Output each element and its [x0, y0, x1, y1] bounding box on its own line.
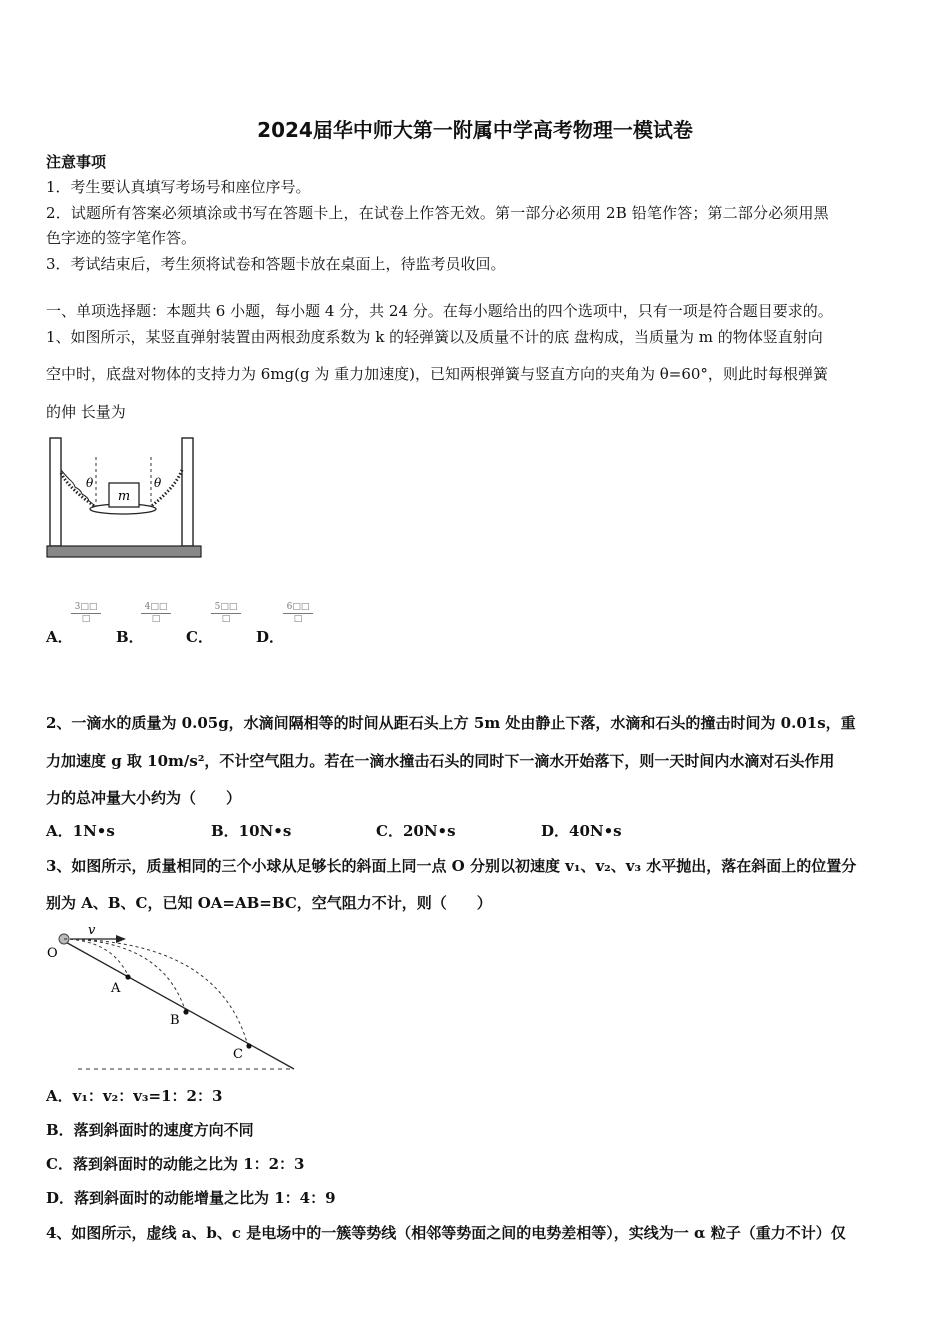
question-2-text: 2、一滴水的质量为 0.05g，水滴间隔相等的时间从距石头上方 5m 处由静止下落，水滴和石头的撞击时间为 0.01s，重 — [46, 714, 856, 732]
q2-option-a: A．1N•s — [46, 822, 115, 840]
fraction-denominator: □ — [293, 614, 303, 624]
notice-item: 2．试题所有答案必须填涂或书写在答题卡上，在试卷上作答无效。第一部分必须用 2B 铅笔作答；第二部分必须用黑 — [46, 204, 829, 222]
angle-label-left: θ — [86, 476, 94, 490]
notice-item: 3．考试结束后，考生须将试卷和答题卡放在桌面上，待监考员收回。 — [46, 255, 506, 273]
option-a-fraction — [71, 602, 101, 624]
notice-item: 色字迹的签字笔作答。 — [46, 229, 197, 247]
fraction-numerator: 5□□ — [211, 602, 241, 614]
point-c-label: C — [233, 1047, 243, 1062]
question-2-text: 力加速度 g 取 10m/s²，不计空气阻力。若在一滴水撞击石头的同时下一滴水开始落下，则一天时间内水滴对石头作用 — [46, 752, 835, 770]
fraction-numerator: 6□□ — [283, 602, 313, 614]
option-c-label: C． — [186, 628, 213, 646]
point-o-label: O — [47, 946, 58, 961]
question-3-text: 3、如图所示，质量相同的三个小球从足够长的斜面上同一点 O 分别以初速度 v₁、v₂、v₃ 水平抛出，落在斜面上的位置分 — [46, 857, 857, 875]
point-a-label: A — [111, 981, 121, 996]
spring-launcher-figure — [45, 435, 205, 560]
fraction-denominator: □ — [151, 614, 161, 624]
notice-item: 1．考生要认真填写考场号和座位序号。 — [46, 178, 311, 196]
fraction-denominator: □ — [81, 614, 91, 624]
option-b-label: B． — [116, 628, 144, 646]
option-d-fraction — [283, 602, 313, 624]
q3-option-c: C．落到斜面时的动能之比为 1：2：3 — [46, 1155, 305, 1173]
q3-option-d: D．落到斜面时的动能增量之比为 1：4：9 — [46, 1189, 336, 1207]
q2-option-c: C．20N•s — [376, 822, 456, 840]
question-4-text: 4、如图所示，虚线 a、b、c 是电场中的一簇等势线（相邻等势面之间的电势差相等），实线为一 α 粒子（重力不计）仅 — [46, 1224, 846, 1242]
question-2-text: 力的总冲量大小约为（ ） — [46, 789, 242, 807]
fraction-numerator: 4□□ — [141, 602, 171, 614]
question-1-text: 的伸 长量为 — [46, 403, 126, 421]
q3-option-b: B．落到斜面时的速度方向不同 — [46, 1121, 254, 1139]
option-c-fraction — [211, 602, 241, 624]
velocity-label: v — [88, 923, 96, 938]
option-d-label: D． — [256, 628, 285, 646]
q3-option-a: A．v₁：v₂：v₃=1：2：3 — [46, 1087, 223, 1105]
option-a-label: A． — [46, 628, 73, 646]
question-3-text: 别为 A、B、C，已知 OA=AB=BC，空气阻力不计，则（ ） — [46, 894, 492, 912]
page-title: 2024届华中师大第一附属中学高考物理一模试卷 — [257, 118, 693, 142]
fraction-denominator: □ — [221, 614, 231, 624]
mass-label: m — [117, 489, 131, 504]
question-1-text: 1、如图所示，某竖直弹射装置由两根劲度系数为 k 的轻弹簧以及质量不计的底 盘构成，当质量为 m 的物体竖直射向 — [46, 328, 823, 346]
notice-heading: 注意事项 — [46, 153, 107, 171]
q2-option-d: D．40N•s — [541, 822, 622, 840]
projectile-incline-figure — [44, 922, 304, 1072]
section-heading: 一、单项选择题：本题共 6 小题，每小题 4 分，共 24 分。在每小题给出的四个选项中，只有一项是符合题目要求的。 — [46, 302, 833, 320]
question-1-text: 空中时，底盘对物体的支持力为 6mg(g 为 重力加速度)，已知两根弹簧与竖直方向的夹角为 θ=60°，则此时每根弹簧 — [46, 365, 828, 383]
fraction-numerator: 3□□ — [71, 602, 101, 614]
option-b-fraction — [141, 602, 171, 624]
q2-option-b: B．10N•s — [211, 822, 292, 840]
point-b-label: B — [170, 1013, 180, 1028]
angle-label-right: θ — [154, 476, 162, 490]
